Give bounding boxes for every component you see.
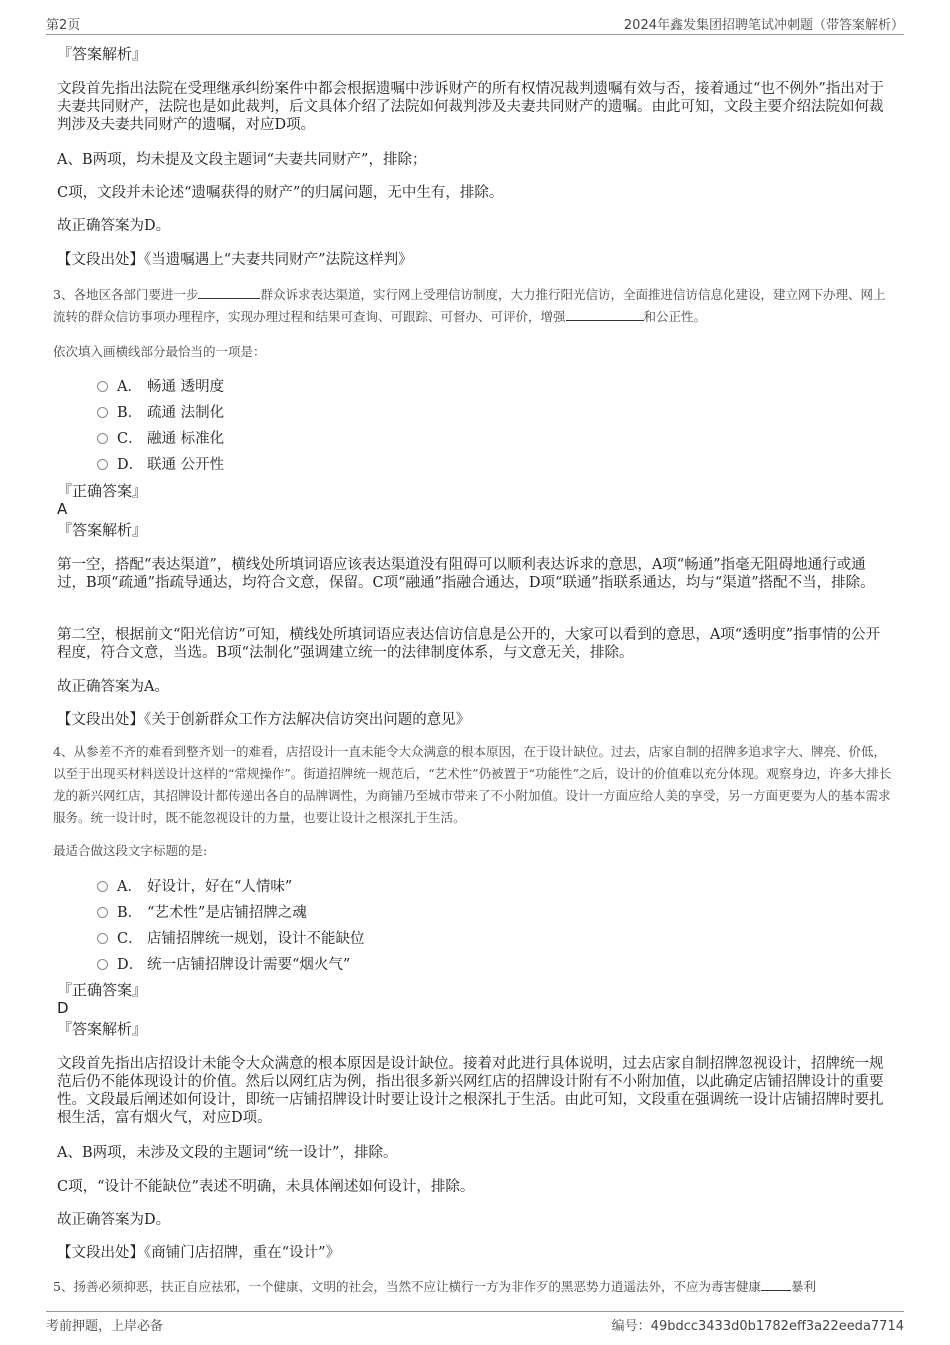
q3-blank-2 xyxy=(566,308,644,321)
q4-option-b[interactable] xyxy=(97,901,307,922)
radio-icon[interactable] xyxy=(97,407,108,418)
option-key: C． xyxy=(117,431,143,447)
q2-answer-line: 故正确答案为D。 xyxy=(57,218,171,234)
q4-prompt: 最适合做这段文字标题的是: xyxy=(53,843,208,858)
q3-analysis-label: 『答案解析』 xyxy=(57,521,148,539)
q2-analysis-label: 『答案解析』 xyxy=(57,45,148,63)
q4-option-a[interactable] xyxy=(97,875,292,896)
footer-slogan: 考前押题，上岸必备 xyxy=(46,1319,164,1334)
option-text: 统一店铺招牌设计需要“烟火气” xyxy=(147,957,351,973)
radio-icon[interactable] xyxy=(97,881,108,892)
q2-analysis-p2: A、B两项，均未提及文段主题词“夫妻共同财产”，排除； xyxy=(57,152,427,168)
q3-correct-answer: A xyxy=(57,500,68,518)
option-text: 店铺招牌统一规划，设计不能缺位 xyxy=(147,931,365,947)
option-text: “艺术性”是店铺招牌之魂 xyxy=(147,905,307,921)
option-text: 好设计，好在“人情味” xyxy=(147,879,293,895)
q5-blank-1 xyxy=(761,1278,791,1291)
option-key: D． xyxy=(117,457,144,473)
q3-analysis-p1: 第一空，搭配“表达渠道”，横线处所填词语应该表达渠道没有阻碍可以顺利表达诉求的意思，A项“畅通”指毫无阻碍地通行或通过，B项“疏通”指疏导通达，均符合文意，保留。C项“融通”指融合通达，D项“联通”指联系通达，均与“渠道”搭配不当，排除。 xyxy=(57,557,875,591)
q4-analysis-p3: C项，“设计不能缺位”表述不明确，未具体阐述如何设计，排除。 xyxy=(57,1179,475,1195)
q3-option-c[interactable] xyxy=(97,427,224,448)
option-text: 畅通 透明度 xyxy=(147,379,225,395)
radio-icon[interactable] xyxy=(97,959,108,970)
radio-icon[interactable] xyxy=(97,433,108,444)
page-number: 第2页 xyxy=(46,18,81,33)
document-title: 2024年鑫发集团招聘笔试冲刺题（带答案解析） xyxy=(623,18,904,33)
option-key: C． xyxy=(117,931,143,947)
q5-text-b: 暴利 xyxy=(790,1279,816,1294)
q4-analysis-label: 『答案解析』 xyxy=(57,1020,148,1038)
q3-option-d[interactable] xyxy=(97,453,224,474)
option-key: A． xyxy=(117,379,142,395)
q3-source: 【文段出处】《关于创新群众工作方法解决信访突出问题的意见》 xyxy=(57,712,471,728)
q4-analysis-p1: 文段首先指出店招设计未能令大众满意的根本原因是设计缺位。接着对此进行具体说明，过去店家自制招牌忽视设计，招牌统一规范后仍不能体现设计的价值。然后以网红店为例，指出很多新兴网红店的招牌设计附有不小附加值，以此确定店铺招牌设计的重要性。文段最后阐述如何设计，即统一店铺招牌设计时要让设计之根深扎于生活。由此可知，文段重在强调统一设计店铺招牌时要扎根生活，富有烟火气，对应D项。 xyxy=(57,1056,884,1126)
q3-text-a: 3、各地区各部门要进一步 xyxy=(53,287,199,302)
option-key: B． xyxy=(117,405,143,421)
footer-code-value: 49bdcc3433d0b1782eff3a22eeda7714 xyxy=(650,1319,904,1334)
option-text: 疏通 法制化 xyxy=(147,405,225,421)
q2-analysis-p1: 文段首先指出法院在受理继承纠纷案件中都会根据遗嘱中涉诉财产的所有权情况裁判遗嘱有效与否，接着通过“也不例外”指出对于夫妻共同财产，法院也是如此裁判，后文具体介绍了法院如何裁判涉及夫妻共同财产的遗嘱。由此可知，文段主要介绍法院如何裁判涉及夫妻共同财产的遗嘱，对应D项。 xyxy=(57,81,884,133)
q3-text-b: 群众诉求表达渠道，实行网上受理信访制度，大力推行阳光信访，全面推进信访信息化建设，建立网下办理、网上流转的群众信访事项办理程序，实现办理过程和结果可查询、可跟踪、可督办、可评价，增强 xyxy=(53,287,886,324)
radio-icon[interactable] xyxy=(97,907,108,918)
option-text: 联通 公开性 xyxy=(147,457,225,473)
q4-correct-answer: D xyxy=(57,999,69,1017)
option-text: 融通 标准化 xyxy=(147,431,225,447)
radio-icon[interactable] xyxy=(97,933,108,944)
q3-question xyxy=(53,284,893,328)
q4-question: 4、从参差不齐的难看到整齐划一的难看，店招设计一直未能令大众满意的根本原因，在于设计缺位。过去，店家自制的招牌多追求字大、牌亮、价低，以至于出现买材料送设计这样的“常规操作”。街道招牌统一规范后，“艺术性”仍被置于“功能性”之后，设计的价值难以充分体现。观察身边，许多大排长龙的新兴网红店，其招牌设计都传递出各自的品牌调性，为商铺乃至城市带来了不小附加值。设计一方面应给人美的享受，另一方面更要为人的基本需求服务。统一设计时，既不能忽视设计的力量，也要让设计之根深扎于生活。 xyxy=(53,744,892,825)
q3-correct-label: 『正确答案』 xyxy=(57,482,148,500)
footer-code xyxy=(612,1315,904,1334)
q3-option-a[interactable] xyxy=(97,375,224,396)
q4-option-d[interactable] xyxy=(97,953,350,974)
q5-text-a: 5、扬善必须抑恶，扶正自应祛邪，一个健康、文明的社会，当然不应让横行一方为非作歹的黑恶势力逍遥法外，不应为毒害健康 xyxy=(53,1279,761,1294)
q3-answer-line: 故正确答案为A。 xyxy=(57,679,169,695)
option-key: A． xyxy=(117,879,142,895)
q4-correct-label: 『正确答案』 xyxy=(57,981,148,999)
q3-text-c: 和公正性。 xyxy=(643,309,707,324)
q4-answer-line: 故正确答案为D。 xyxy=(57,1212,171,1228)
q2-analysis-p3: C项，文段并未论述“遗嘱获得的财产”的归属问题，无中生有，排除。 xyxy=(57,185,504,201)
q3-blank-1 xyxy=(198,286,260,299)
radio-icon[interactable] xyxy=(97,459,108,470)
page-header xyxy=(46,12,904,35)
q4-source: 【文段出处】《商铺门店招牌，重在“设计”》 xyxy=(57,1245,341,1261)
q5-question xyxy=(53,1276,893,1298)
q3-prompt: 依次填入画横线部分最恰当的一项是： xyxy=(53,344,266,359)
option-key: D． xyxy=(117,957,144,973)
q3-option-b[interactable] xyxy=(97,401,224,422)
page-footer xyxy=(46,1311,904,1334)
q2-source: 【文段出处】《当遗嘱遇上“夫妻共同财产”法院这样判》 xyxy=(57,252,413,268)
q4-analysis-p2: A、B两项，未涉及文段的主题词“统一设计”，排除。 xyxy=(57,1145,398,1161)
radio-icon[interactable] xyxy=(97,381,108,392)
q3-analysis-p2: 第二空，根据前文“阳光信访”可知，横线处所填词语应表达信访信息是公开的，大家可以看到的意思，A项“透明度”指事情的公开程度，符合文意，当选。B项“法制化”强调建立统一的法律制度体系，与文意无关，排除。 xyxy=(57,627,881,661)
option-key: B． xyxy=(117,905,143,921)
q4-option-c[interactable] xyxy=(97,927,365,948)
footer-code-label: 编号： xyxy=(611,1319,651,1334)
